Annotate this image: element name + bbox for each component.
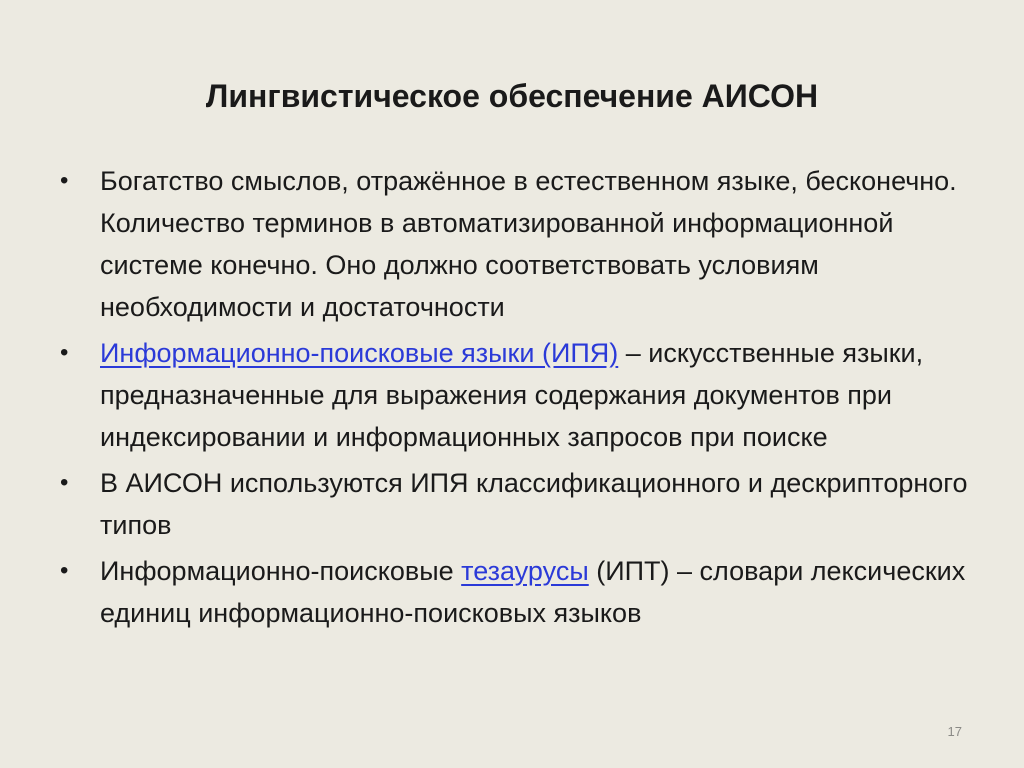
bullet-text: – искусственные языки, предназначенные для выражения содержания документов при индексировании и информационных запросов при поиске — [100, 338, 924, 452]
bullet-list — [60, 160, 980, 638]
bullet-item-1 — [60, 160, 980, 328]
thesaurus-link[interactable]: тезаурусы — [461, 556, 589, 586]
bullet-item-4 — [60, 550, 980, 634]
bullet-text: Информационно-поисковые — [100, 556, 462, 586]
page-number: 17 — [947, 724, 962, 739]
bullet-item-2 — [60, 332, 980, 458]
bullet-text: (ИПТ) – словари лексических единиц информационно-поисковых языков — [100, 556, 966, 628]
ipya-link[interactable]: Информационно-поисковые языки (ИПЯ) — [100, 338, 619, 368]
slide-title: Лингвистическое обеспечение АИСОН — [205, 78, 819, 114]
bullet-text: Богатство смыслов, отражённое в естественном языке, бесконечно. Количество терминов в автоматизированной информационной системе конечно. Оно должно соответствовать условиям необходимости и достаточности — [100, 166, 957, 322]
bullet-marker: • — [60, 557, 69, 584]
bullet-marker: • — [60, 469, 69, 496]
bullet-marker: • — [60, 339, 69, 366]
bullet-item-3 — [60, 462, 980, 546]
bullet-text: В АИСОН используются ИПЯ классификационного и дескрипторного типов — [100, 468, 968, 540]
bullet-marker: • — [60, 167, 69, 194]
